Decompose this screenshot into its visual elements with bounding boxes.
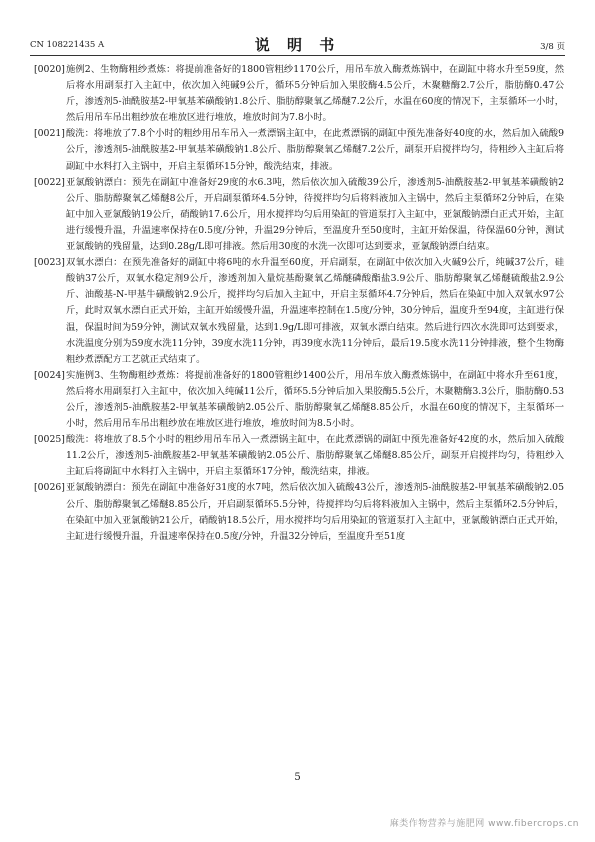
document-title: 说 明 书 <box>254 36 341 54</box>
paragraph-0021 <box>34 126 564 174</box>
paragraph-0020 <box>34 62 564 126</box>
paragraph-text: 实施例3、生物酶粗纱煮炼：将提前准备好的1800管粗纱1400公斤，用吊车放入酶煮炼锅中，在副缸中将水升至61度，然后将水用副泵打入主缸中，依次加入纯碱11公斤，循环5.5分钟后加入果胶酶5.5公斤，木聚糖酶3.3公斤，脂肪酶0.53公斤，渗透剂5-油酰胺基2-甲氧基苯磺酸钠2.05公斤、脂肪醇聚氧乙烯醚8.85公斤，水温在60度的情况下，主泵循环一小时，然后用吊车吊出粗纱放在堆放区进行堆放，堆放时间为8.5小时。 <box>66 369 564 430</box>
paragraph-text: 亚氯酸钠漂白：预先在副缸中准备好29度的水6.3吨，然后依次加入硫酸39公斤，渗透剂5-油酰胺基2-甲氧基苯磺酸钠2公斤、脂肪醇聚氧乙烯醚8公斤，开启副泵循环4.5分钟，待搅拌均匀后将料液加入主锅中，然后主泵循环2分钟后，在染缸中加入亚氯酸钠19公斤，硝酸钠17.6公斤，用水搅拌均匀后用染缸的管道泵打入主缸中，亚氯酸钠漂白正式开始，主缸进行缓慢升温，升温速率保持在0.5度/分钟，升温29分钟后，至温度升至50度时，主缸开始保温，待保温60分钟，测试亚氯酸钠的残留量，达到0.28g/L即可排液。然后用30度的水洗一次即可达到要求，亚氯酸钠漂白结束。 <box>66 176 564 253</box>
paragraph-0026 <box>34 480 564 544</box>
paragraph-number: [0020] <box>34 64 65 75</box>
page-number: 5 <box>294 772 301 783</box>
paragraph-text: 亚氯酸钠漂白：预先在副缸中准备好31度的水7吨，然后依次加入硫酸43公斤，渗透剂5-油酰胺基2-甲氧基苯磺酸钠2.05公斤、脂肪醇聚氧乙烯醚8.85公斤，开启副泵循环5.5分钟，待搅拌均匀后将料液加入主锅中，然后主泵循环2.5分钟后，在染缸中加入亚氯酸钠21公斤，硝酸钠18.5公斤，用水搅拌均匀后用染缸的管道泵打入主缸中，亚氯酸钠漂白正式开始，主缸进行缓慢升温，升温速率保持在0.5度/分钟，升温32分钟后，至温度升至51度 <box>66 482 564 542</box>
paragraph-0022 <box>34 175 564 255</box>
paragraph-text: 酸洗：将堆放了7.8个小时的粗纱用吊车吊入一煮漂锅主缸中，在此煮漂锅的副缸中预先准备好40度的水，然后加入硫酸9公斤，渗透剂5-油酰胺基2-甲氧基苯磺酸钠1.8公斤、脂肪醇聚氧乙烯醚7.2公斤，副泵开启搅拌均匀，待粗纱入主缸后将副缸中水料打入主锅中，开启主泵循环15分钟，酸洗结束，排液。 <box>66 128 564 172</box>
site-watermark: 麻类作物营养与施肥网 www.fibercrops.cn <box>389 819 579 829</box>
paragraph-number: [0023] <box>34 257 65 269</box>
paragraph-text: 施例2、生物酶粗纱煮炼：将提前准备好的1800管粗纱1170公斤，用吊车放入酶煮炼锅中，在副缸中将水升至59度，然后将水用副泵打入主缸中，依次加入纯碱9公斤，循环5分钟后加入果胶酶4.5公斤，木聚糖酶2.7公斤，脂肪酶0.47公斤，渗透剂5-油酰胺基2-甲氧基苯磺酸钠1.8公斤、脂肪醇聚氧乙烯醚7.2公斤，水温在60度的情况下，主泵循环一小时，然后用吊车吊出粗纱放在堆放区进行堆放，堆放时间为7.8小时。 <box>66 64 564 124</box>
paragraph-number: [0025] <box>34 434 65 446</box>
paragraph-0023 <box>34 255 564 368</box>
paragraph-text: 酸洗：将堆放了8.5个小时的粗纱用吊车吊入一煮漂锅主缸中，在此煮漂锅的副缸中预先准备好42度的水，然后加入硫酸11.2公斤，渗透剂5-油酰胺基2-甲氧基苯磺酸钠2.05公斤、脂肪醇聚氧乙烯醚8.85公斤，副泵开启搅拌均匀，待粗纱入主缸后将副缸中水料打入主锅中，开启主泵循环17分钟，酸洗结束，排液。 <box>66 434 564 478</box>
paragraph-number: [0021] <box>34 128 65 140</box>
paragraph-text: 双氧水漂白：在预先准备好的副缸中将6吨的水升温至60度，开启副泵，在副缸中依次加入火碱9公斤，纯碱37公斤，硅酸钠37公斤，双氧水稳定剂9公斤，渗透剂加入量烷基酚聚氧乙烯醚磷酸酯盐3.9公斤、脂肪醇聚氧乙烯醚硫酸盐2.9公斤、油酸基-N-甲基牛磺酸钠2.9公斤，搅拌均匀后加入主缸中，开启主泵循环4.7分钟后，然后在染缸中加入双氧水97公斤，此时双氧水漂白正式开始，主缸开始缓慢升温，升温速率控制在1.5度/分钟，30分钟后，温度升至94度，主缸进行保温，保温时间为59分钟，测试双氧水残留量，达到1.9g/L即可排液，双氧水漂白结束。然后进行四次水洗即可达到要求，水洗温度分别为59度水洗11分钟，39度水洗11分钟，再39度水洗11分钟后，最后19.5度水洗11分钟排液，整个生物酶粗纱煮漂配方工艺就正式结束了。 <box>66 257 564 365</box>
paragraph-number: [0022] <box>34 176 65 188</box>
publication-number: CN 108221435 A <box>30 40 105 50</box>
header-rule <box>30 55 565 56</box>
paragraph-0024 <box>34 368 564 432</box>
paragraph-number: [0024] <box>34 369 65 381</box>
paragraph-0025 <box>34 432 564 480</box>
page-info: 3/8 页 <box>540 42 565 52</box>
paragraph-number: [0026] <box>34 482 65 494</box>
document-body <box>34 62 564 545</box>
page-header <box>30 34 565 54</box>
